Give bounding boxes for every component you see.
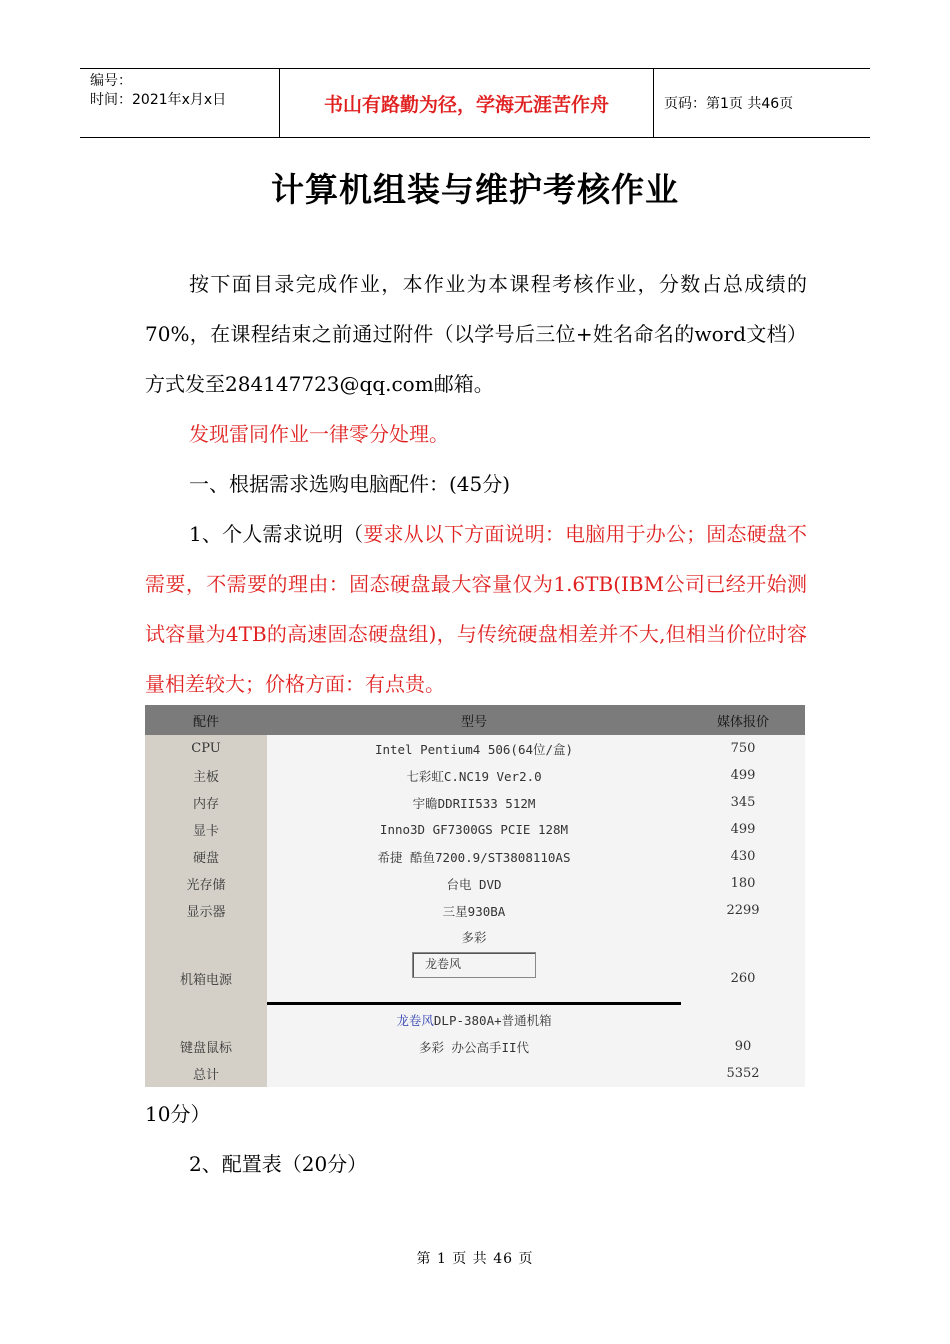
cell-price: 2299 — [681, 897, 805, 924]
cell-model: Inno3D GF7300GS PCIE 128M — [267, 816, 681, 843]
cell-price: 430 — [681, 843, 805, 870]
table-row — [145, 762, 805, 789]
cell-part: 硬盘 — [145, 843, 267, 870]
config-table — [145, 705, 805, 1087]
cell-price: 499 — [681, 762, 805, 789]
warning-paragraph: 发现雷同作业一律零分处理。 — [189, 422, 449, 446]
col-header-price: 媒体报价 — [681, 705, 805, 735]
section-1-heading: 一、根据需求选购电脑配件：(45分) — [189, 472, 511, 496]
cell-model — [267, 1060, 681, 1087]
cell-model: 宇瞻DDRII533 512M — [267, 789, 681, 816]
header-page-info: 页码：第1页 共46页 — [664, 96, 794, 112]
page-header — [80, 68, 870, 138]
table-row — [145, 897, 805, 924]
cell-price: 750 — [681, 735, 805, 762]
cell-model-case — [267, 924, 681, 1033]
col-header-model: 型号 — [267, 705, 681, 735]
case-model-link[interactable]: 龙卷风 — [396, 1013, 434, 1028]
header-time: 时间：2021年x月x日 — [90, 92, 227, 108]
document-title: 计算机组装与维护考核作业 — [271, 170, 679, 209]
table-row — [145, 843, 805, 870]
cell-model: 希捷 酷鱼7200.9/ST3808110AS — [267, 843, 681, 870]
col-header-part: 配件 — [145, 705, 267, 735]
cell-price: 90 — [681, 1033, 805, 1060]
requirement-paragraph — [145, 509, 807, 709]
cell-part: CPU — [145, 735, 267, 762]
cell-part: 内存 — [145, 789, 267, 816]
cell-model: 台电 DVD — [267, 870, 681, 897]
divider-rule — [267, 1002, 681, 1005]
cell-part: 光存储 — [145, 870, 267, 897]
table-row-case — [145, 924, 805, 1033]
cell-price: 180 — [681, 870, 805, 897]
cell-part: 主板 — [145, 762, 267, 789]
cell-part: 机箱电源 — [145, 924, 267, 1033]
case-model-line — [267, 1011, 681, 1029]
cell-part: 显卡 — [145, 816, 267, 843]
table-row — [145, 735, 805, 762]
table-row — [145, 870, 805, 897]
requirement-detail: 要求从以下方面说明：电脑用于办公；固态硬盘不需要，不需要的理由：固态硬盘最大容量仅为1.6TB(IBM公司已经开始测试容量为4TB的高速固态硬盘组)，与传统硬盘相差并不大,但相当价位时容量相差较大；价格方面：有点贵。 — [145, 522, 807, 696]
page-footer: 第 1 页 共 46 页 — [416, 1251, 534, 1267]
case-model-rest: DLP-380A+普通机箱 — [433, 1013, 552, 1028]
table-row — [145, 816, 805, 843]
case-brand: 多彩 — [461, 930, 487, 945]
requirement-prefix: 1、个人需求说明（ — [189, 522, 364, 546]
body-text — [145, 259, 807, 709]
cell-part: 显示器 — [145, 897, 267, 924]
table-row — [145, 789, 805, 816]
cell-model: 七彩虹C.NC19 Ver2.0 — [267, 762, 681, 789]
table-header-row — [145, 705, 805, 735]
header-motto: 书山有路勤为径，学海无涯苦作舟 — [280, 69, 654, 137]
cell-price: 345 — [681, 789, 805, 816]
table-row — [145, 1033, 805, 1060]
cell-price: 5352 — [681, 1060, 805, 1087]
cell-model: 多彩 办公高手II代 — [267, 1033, 681, 1060]
cell-price: 499 — [681, 816, 805, 843]
header-number: 编号： — [90, 73, 132, 89]
cell-price: 260 — [681, 924, 805, 1033]
score-continuation: 10分） — [145, 1102, 211, 1126]
cell-part: 键盘鼠标 — [145, 1033, 267, 1060]
section-2-heading: 2、配置表（20分） — [189, 1152, 368, 1176]
cell-part: 总计 — [145, 1060, 267, 1087]
header-meta — [80, 69, 280, 137]
cell-model: 三星930BA — [267, 897, 681, 924]
table-row-total — [145, 1060, 805, 1087]
case-model-box: 龙卷风 — [412, 952, 536, 978]
cell-model: Intel Pentium4 506(64位/盒) — [267, 735, 681, 762]
intro-paragraph: 按下面目录完成作业，本作业为本课程考核作业，分数占总成绩的70%，在课程结束之前通过附件（以学号后三位+姓名命名的word文档）方式发至284147723@qq.com邮箱。 — [145, 272, 807, 396]
